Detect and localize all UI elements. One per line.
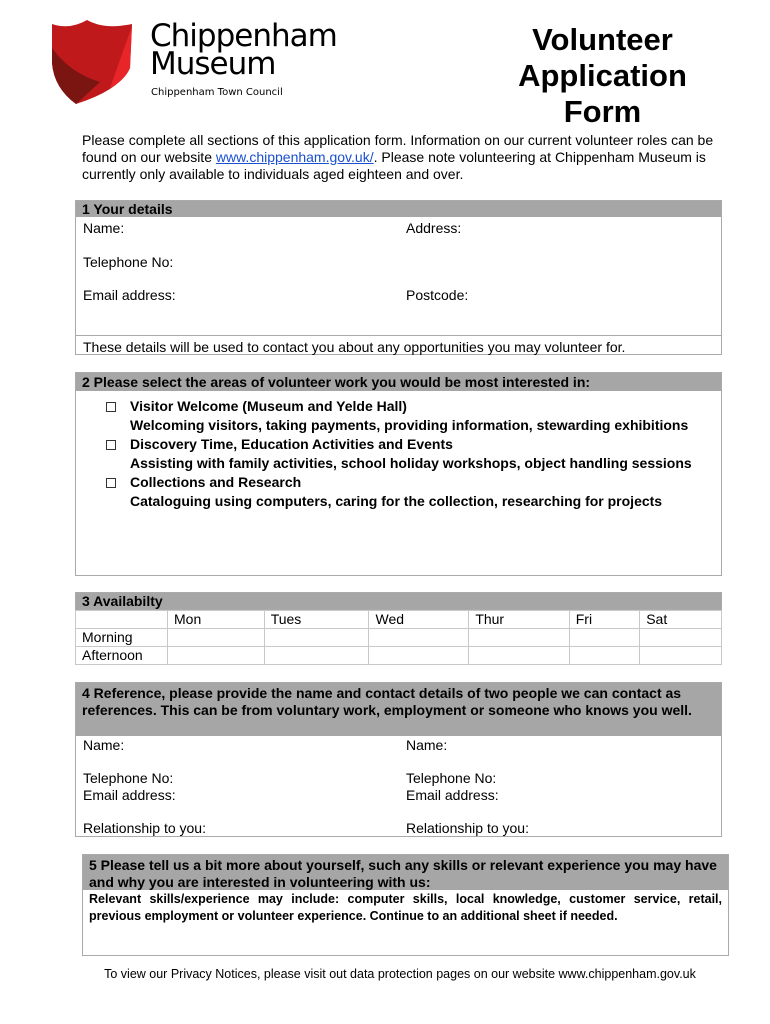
ref1-telephone[interactable]: Telephone No: [83, 770, 174, 786]
footer-note: To view our Privacy Notices, please visit out data protection pages on our website www.chippenham.gov.uk [104, 967, 696, 981]
telephone-field[interactable]: Telephone No: [83, 254, 174, 270]
area-option[interactable]: Discovery Time, Education Activities and Events Assisting with family activities, school holiday workshops, object handling sessions [76, 435, 721, 473]
section-header: 1 Your details [76, 201, 721, 217]
availability-table: Mon Tues Wed Thur Fri Sat Morning Afternoon [75, 610, 722, 665]
website-link[interactable]: www.chippenham.gov.uk/ [215, 149, 374, 165]
section-availability [75, 592, 722, 665]
contact-note: These details will be used to contact you about any opportunities you may volunteer for. [76, 335, 721, 358]
ref2-email[interactable]: Email address: [406, 787, 499, 803]
name-field[interactable]: Name: [83, 220, 125, 236]
section-header: 4 Reference, please provide the name and contact details of two people we can contact as references. This can be from voluntary work, employment or someone who knows you well. [76, 683, 721, 736]
ref1-name[interactable]: Name: [83, 737, 125, 753]
section-header: 5 Please tell us a bit more about yourself, such any skills or relevant experience you may have and why you are interested in volunteering with us: [83, 855, 728, 890]
page-title: Volunteer Application Form [518, 22, 687, 129]
section-header: 2 Please select the areas of volunteer work you would be most interested in: [76, 373, 721, 391]
section-areas [75, 372, 722, 576]
section-header: 3 Availabilty [75, 592, 722, 610]
checkbox[interactable] [106, 402, 116, 412]
table-row: Morning [76, 629, 722, 647]
logo-name: Chippenham Museum [150, 18, 337, 82]
ref2-relationship[interactable]: Relationship to you: [406, 820, 529, 836]
intro-text: Please complete all sections of this application form. Information on our current volunteer roles can be found on our website www.chippenham.gov.uk/. Please note volunteering at Chippenham Museum is currently only available to individuals aged eighteen and over. [82, 132, 714, 182]
logo-subtitle: Chippenham Town Council [151, 87, 283, 98]
area-option[interactable]: Collections and Research Cataloguing using computers, caring for the collection, researching for projects [76, 473, 721, 511]
ref2-name[interactable]: Name: [406, 737, 448, 753]
email-field[interactable]: Email address: [83, 287, 176, 303]
museum-shield-logo [50, 18, 135, 106]
ref2-telephone[interactable]: Telephone No: [406, 770, 497, 786]
ref1-relationship[interactable]: Relationship to you: [83, 820, 206, 836]
ref1-email[interactable]: Email address: [83, 787, 176, 803]
address-field[interactable]: Address: [406, 220, 462, 236]
section-about-you [82, 854, 729, 956]
table-row: Afternoon [76, 647, 722, 665]
postcode-field[interactable]: Postcode: [406, 287, 469, 303]
section-your-details [75, 200, 722, 355]
checkbox[interactable] [106, 440, 116, 450]
area-option[interactable]: Visitor Welcome (Museum and Yelde Hall) Welcoming visitors, taking payments, providing information, stewarding exhibitions [76, 397, 721, 435]
about-you-textarea[interactable]: Relevant skills/experience may include: computer skills, local knowledge, customer service, retail, previous employment or volunteer experience. Continue to an additional sheet if needed. [89, 892, 722, 923]
checkbox[interactable] [106, 478, 116, 488]
section-references [75, 682, 722, 837]
